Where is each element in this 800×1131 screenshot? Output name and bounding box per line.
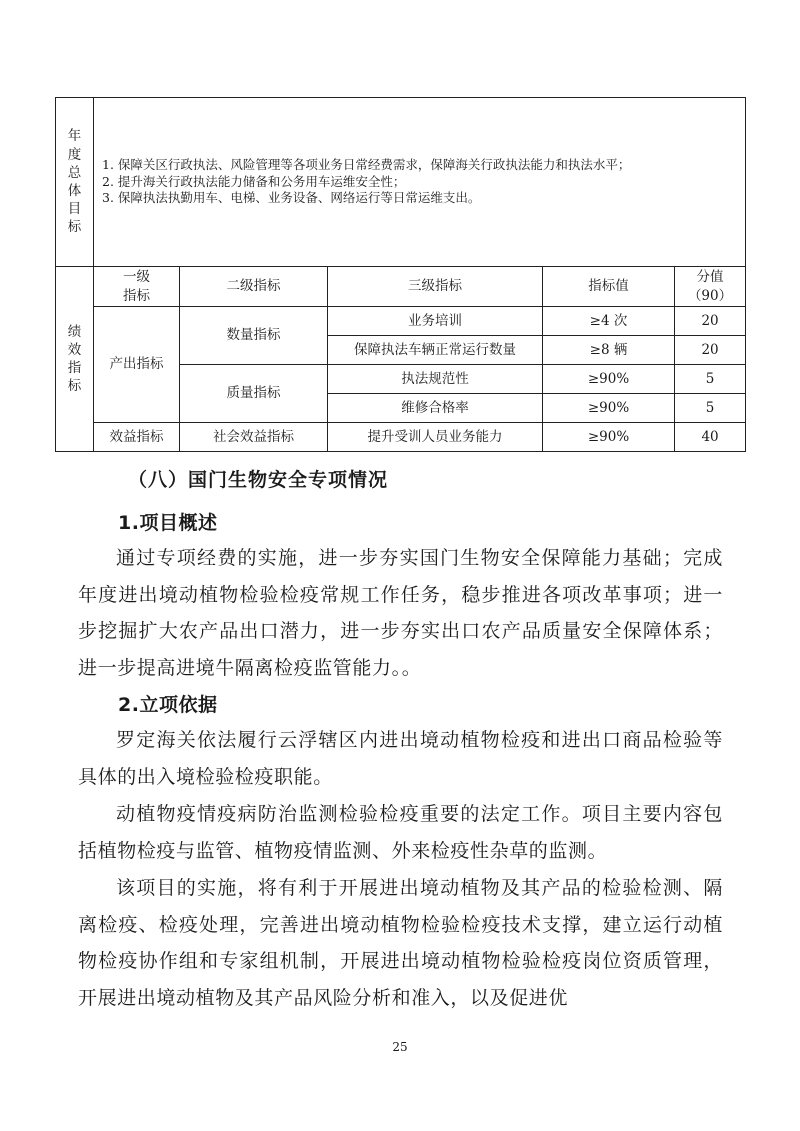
section-heading: （八）国门生物安全专项情况: [128, 469, 389, 491]
header-level3: 三级指标: [328, 267, 543, 307]
subsection-heading-basis: 2.立项依据: [118, 694, 218, 716]
table-cell-score: 5: [675, 394, 746, 423]
overview-paragraph: 通过专项经费的实施，进一步夯实国门生物安全保障能力基础；完成年度进出境动植物检验检疫常规工作任务，稳步推进各项改革事项；进一步挖掘扩大农产品出口潜力，进一步夯实出口农产品质量安全保障体系；进一步提高进境牛隔离检疫监管能力。。: [78, 547, 723, 679]
table-cell-value: ≥4 次: [543, 307, 675, 336]
basis-paragraph-2: 动植物疫情疫病防治监测检验检疫重要的法定工作。项目主要内容包括植物检疫与监管、植物疫情监测、外来检疫性杂草的监测。: [78, 803, 723, 862]
table-cell-indicator: 执法规范性: [328, 365, 543, 394]
group-quality: 质量指标: [180, 365, 328, 423]
header-level2: 二级指标: [180, 267, 328, 307]
table-cell-value: ≥90%: [543, 394, 675, 423]
basis-paragraph-1: 罗定海关依法履行云浮辖区内进出境动植物检疫和进出口商品检验等具体的出入境检验检疫职能。: [78, 729, 723, 788]
group-social: 社会效益指标: [180, 423, 328, 452]
table-cell-indicator: 保障执法车辆正常运行数量: [328, 336, 543, 365]
group-quantity: 数量指标: [180, 307, 328, 365]
table-cell-indicator: 提升受训人员业务能力: [328, 423, 543, 452]
goal-line: 1. 保障关区行政执法、风险管理等各项业务日常经费需求，保障海关行政执法能力和执法水平；: [102, 156, 631, 172]
table-cell-value: ≥90%: [543, 365, 675, 394]
performance-table: [55, 97, 746, 452]
table-cell-indicator: 维修合格率: [328, 394, 543, 423]
subsection-heading-overview: 1.项目概述: [118, 512, 218, 534]
goal-line: 3. 保障执法执勤用车、电梯、业务设备、网络运行等日常运维支出。: [102, 190, 481, 206]
group-benefit: 效益指标: [94, 423, 180, 452]
table-cell-value: ≥90%: [543, 423, 675, 452]
header-value: 指标值: [543, 267, 675, 307]
header-level1: 一级 指标: [94, 267, 180, 307]
header-score: 分值 （90）: [675, 267, 746, 307]
goal-line: 2. 提升海关行政执法能力储备和公务用车运维安全性；: [102, 173, 406, 189]
table-cell-score: 20: [675, 336, 746, 365]
annual-goal-label: 年 度 总 体 目 标: [56, 98, 94, 267]
table-cell-indicator: 业务培训: [328, 307, 543, 336]
page-number: 25: [392, 1040, 408, 1054]
table-cell-score: 5: [675, 365, 746, 394]
basis-paragraph-3: 该项目的实施，将有利于开展进出境动植物及其产品的检验检测、隔离检疫、检疫处理，完善进出境动植物检验检疫技术支撑，建立运行动植物检疫协作组和专家组机制，开展进出境动植物检验检疫岗位资质管理，开展进出境动植物及其产品风险分析和准入，以及促进优: [78, 877, 723, 1009]
table-cell-value: ≥8 辆: [543, 336, 675, 365]
annual-goal-content: [94, 98, 746, 267]
performance-indicator-label: 绩 效 指 标: [56, 267, 94, 452]
table-cell-score: 40: [675, 423, 746, 452]
table-cell-score: 20: [675, 307, 746, 336]
group-output: 产出指标: [94, 307, 180, 423]
